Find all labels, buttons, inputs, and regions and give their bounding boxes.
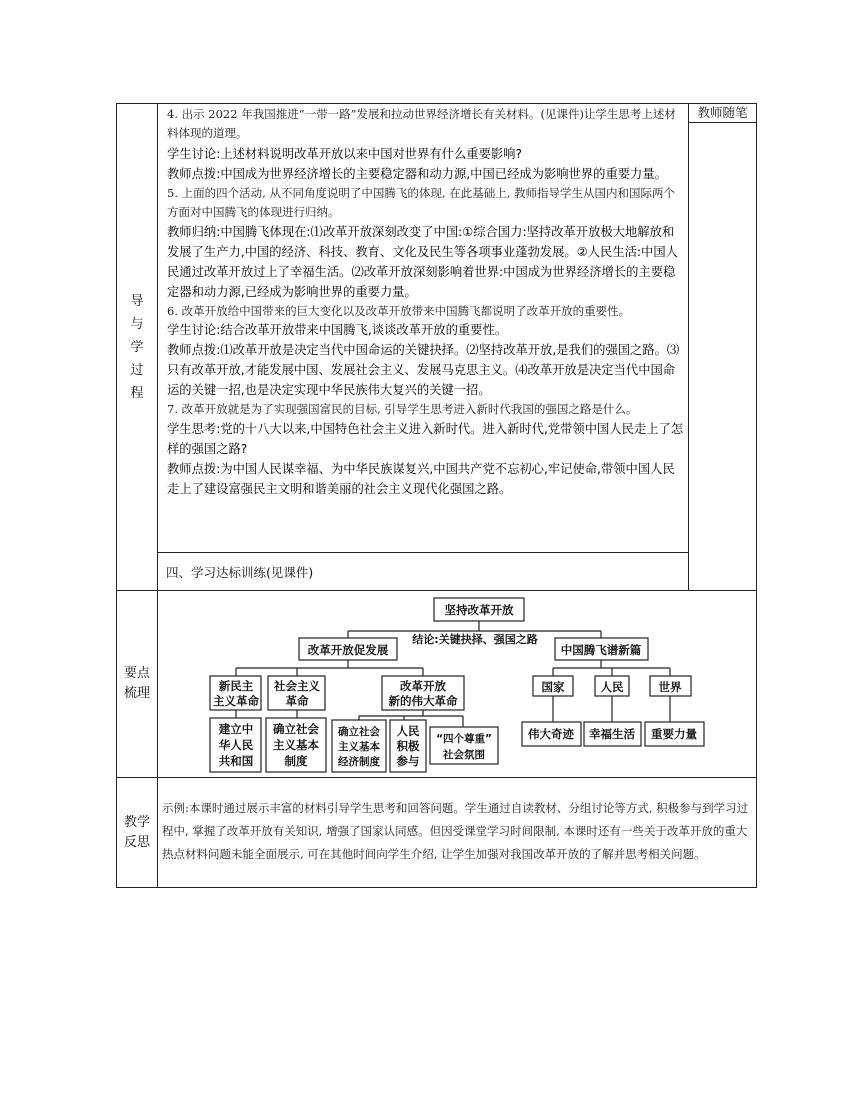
node-text: 主义革命 (213, 694, 259, 708)
section-4-title: 四、学习达标训练(见课件) (166, 565, 314, 580)
node-text: 社会主义 (274, 679, 320, 693)
teacher-tip-3: 教师点拨:为中国人民谋幸福、为中华民族谋复兴,中国共产党不忘初心,牢记使命,带领中国人民走上了建设富强民主文明和谐美丽的社会主义现代化强国之路。 (167, 462, 675, 496)
node-text: 世界 (658, 680, 682, 694)
key-points-label: 要点梳理 (123, 666, 150, 701)
item-4: 4. 出示 2022 年我国推进“一带一路”发展和拉动世界经济增长有关材料。(见课件)让学生思考上述材料体现的道理。 (167, 107, 676, 140)
reflection-label: 教学反思 (123, 814, 150, 850)
teacher-summary: 教师归纳:中国腾飞体现在:⑴改革开放深刻改变了中国:①综合国力:坚持改革开放极大地解放和发展了生产力,中国的经济、科技、教育、文化及民生等各项事业蓬勃发展。②人民生活:中国人民通过改革开放过上了幸福生活。⑵改革开放深刻影响着世界:中国成为世界经济增长的主要稳定器和动力源,已经成为影响世界的重要力量。 (167, 225, 678, 299)
node-text: 华人民 (218, 738, 254, 752)
node-text: 幸福生活 (589, 727, 635, 741)
node-text: 人民 (600, 680, 624, 694)
item-7: 7. 改革开放就是为了实现强国富民的目标, 引导学生思考进入新时代我国的强国之路是什么。 (167, 402, 638, 416)
node-text: 制度 (284, 754, 308, 768)
node-text: 经济制度 (338, 756, 380, 768)
node-text: “四个尊重” (436, 733, 492, 745)
node-text: 人民 (396, 724, 420, 738)
item-6: 6. 改革开放给中国带来的巨大变化以及改革开放带来中国腾飞都说明了改革开放的重要性。 (167, 304, 631, 318)
node-text: 革命 (285, 694, 309, 708)
student-discussion-2: 学生讨论:结合改革开放带来中国腾飞,谈谈改革开放的重要性。 (167, 323, 508, 337)
item-5: 5. 上面的四个活动, 从不同角度说明了中国腾飞的体现, 在此基础上, 教师指导学生从国内和国际两个方面对中国腾飞的体现进行归纳。 (167, 186, 676, 219)
teacher-tip-2: 教师点拨:⑴改革开放是决定当代中国命运的关键抉择。⑵坚持改革开放,是我们的强国之路。⑶只有改革开放,才能发展中国、发展社会主义、发展马克思主义。⑷改革开放是决定当代中国命运的关键一招,也是决定实现中华民族伟大复兴的关键一招。 (167, 343, 680, 397)
node-text: 重要力量 (651, 727, 697, 741)
process-label: 导与学过程 (130, 293, 144, 401)
teacher-notes-header: 教师随笔 (697, 105, 748, 120)
node-text: 伟大奇迹 (528, 727, 574, 741)
node-text: 共和国 (218, 754, 254, 768)
reflection-text: 示例:本课时通过展示丰富的材料引导学生思考和回答问题。学生通过自读教材、分组讨论等方式, 积极参与到学习过程中, 掌握了改革开放有关知识, 增强了国家认同感。但因受课堂学习时间限制, 本课时还有一些关于改革开放的重大热点材料问题未能全面展示, 可在其他时间向学生介绍, 让学生加强对我国改革开放的了解并思考相关问题。 (162, 801, 749, 861)
conclusion-text: 结论:关键抉择、强国之路 (412, 633, 538, 646)
node-text: 建立中 (218, 722, 254, 736)
student-thinking: 学生思考:党的十八大以来,中国特色社会主义进入新时代。进入新时代,党带领中国人民走上了怎样的强国之路? (167, 422, 684, 456)
node-text: 主义基本 (273, 738, 319, 752)
left-branch-text: 改革开放促发展 (307, 643, 389, 657)
node-text: 确立社会 (273, 722, 319, 736)
node-text: 新的伟大革命 (388, 694, 458, 708)
right-branch-text: 中国腾飞谱新篇 (560, 643, 642, 657)
node-text: 新民主 (218, 679, 254, 693)
node-text: 确立社会 (338, 726, 380, 738)
node-text: 改革开放 (400, 679, 446, 693)
node-text: 社会氛围 (443, 749, 485, 761)
node-text: 积极 (396, 739, 420, 753)
node-text: 主义基本 (338, 741, 380, 753)
root-text: 坚持改革开放 (444, 603, 514, 617)
node-text: 国家 (541, 680, 565, 694)
node-text: 参与 (396, 754, 420, 768)
teacher-tip-1: 教师点拨:中国成为世界经济增长的主要稳定器和动力源,中国已经成为影响世界的重要力量。 (167, 167, 667, 181)
student-discussion-1: 学生讨论:上述材料说明改革开放以来中国对世界有什么重要影响? (167, 147, 522, 161)
